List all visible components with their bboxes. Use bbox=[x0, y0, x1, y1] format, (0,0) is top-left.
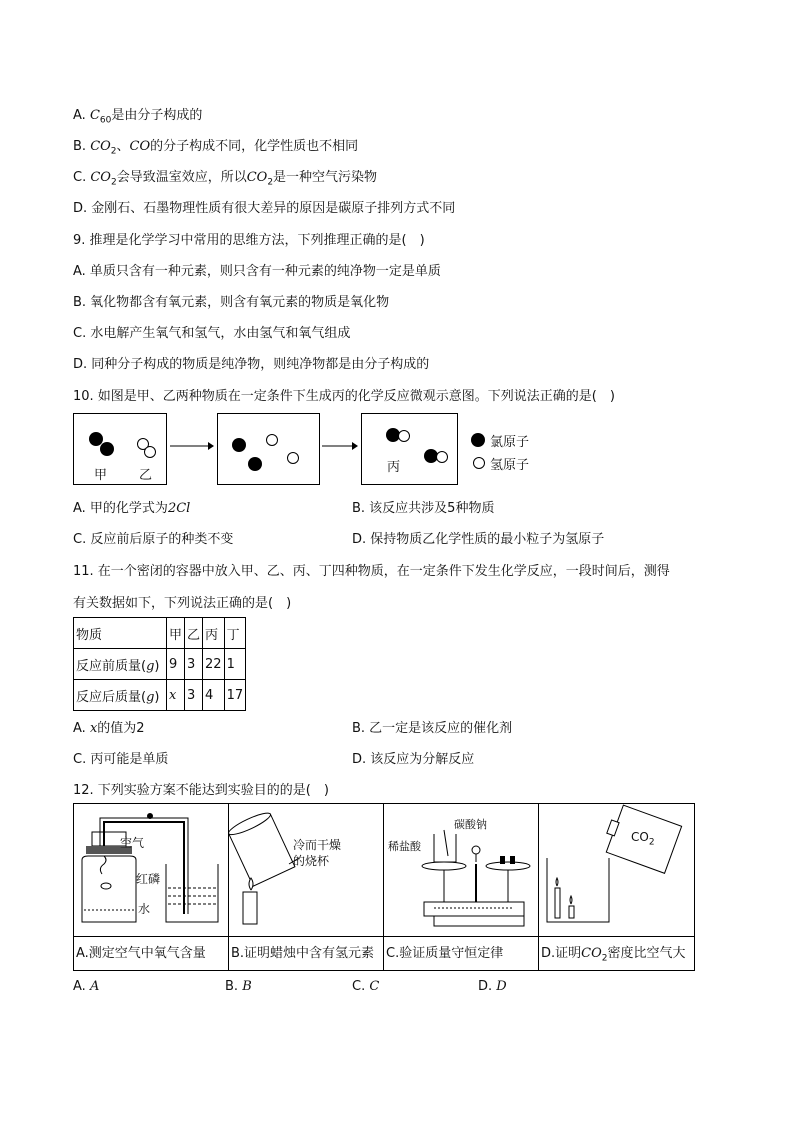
q9-option-a: A. 单质只含有一种元素，则只含有一种元素的纯净物一定是单质 bbox=[73, 264, 441, 279]
q8-option-b: B. $CO_2$、CO的分子构成不同，化学性质也不相同 bbox=[73, 139, 359, 157]
experiment-a-image bbox=[74, 804, 229, 936]
h-atom-icon bbox=[287, 452, 299, 464]
table-header-row bbox=[74, 618, 246, 649]
table-cell: 17 bbox=[224, 680, 246, 711]
q8-option-d: D. 金刚石、石墨物理性质有很大差异的原因是碳原子排列方式不同 bbox=[73, 201, 456, 216]
reaction-arrow-icon bbox=[322, 440, 358, 452]
q8-option-a: A. $C_{60}$是由分子构成的 bbox=[73, 108, 203, 126]
label-cold-dry: 冷而干燥 bbox=[293, 838, 342, 852]
q8-option-c: C. $CO_2$会导致温室效应，所以$CO_2$是一种空气污染物 bbox=[73, 170, 378, 188]
legend-h-icon bbox=[473, 457, 485, 469]
caption-d: D.证明$CO_2$密度比空气大 bbox=[539, 936, 694, 970]
caption-a: A.测定空气中氧气含量 bbox=[74, 936, 229, 970]
label-sodium-carbonate: 碳酸钠 bbox=[454, 818, 487, 831]
table-cell: 9 bbox=[167, 649, 185, 680]
label-dilute-hcl: 稀盐酸 bbox=[388, 840, 421, 853]
experiment-d-image bbox=[539, 804, 694, 936]
header-cell: 物质 bbox=[74, 618, 167, 649]
experiment-b-image bbox=[229, 804, 384, 936]
product-box bbox=[361, 413, 458, 485]
h-atom-icon bbox=[398, 430, 410, 442]
q10-option-c: C. 反应前后原子的种类不变 bbox=[73, 532, 234, 547]
table-cell: 1 bbox=[224, 649, 246, 680]
q11-data-table bbox=[73, 617, 246, 711]
q10-stem: 10. 如图是甲、乙两种物质在一定条件下生成丙的化学反应微观示意图。下列说法正确的是( ) bbox=[73, 389, 615, 404]
cl-atom-icon bbox=[232, 438, 246, 452]
q11-option-b: B. 乙一定是该反应的催化剂 bbox=[352, 721, 513, 736]
h-atom-icon bbox=[436, 451, 448, 463]
candle-beaker-icon bbox=[229, 804, 383, 936]
q9-option-d: D. 同种分子构成的物质是纯净物，则纯净物都是由分子构成的 bbox=[73, 357, 430, 372]
mixture-box bbox=[217, 413, 320, 485]
q12-experiment-table bbox=[73, 803, 695, 971]
h-atom-icon bbox=[266, 434, 278, 446]
header-cell: 丙 bbox=[203, 618, 225, 649]
legend-h-label: 氢原子 bbox=[490, 458, 530, 473]
table-row bbox=[74, 649, 246, 680]
experiment-c-image bbox=[384, 804, 539, 936]
q10-option-d: D. 保持物质乙化学性质的最小粒子为氢原子 bbox=[352, 532, 605, 547]
table-cell: 4 bbox=[203, 680, 225, 711]
table-cell: 3 bbox=[185, 649, 203, 680]
label-bing: 丙 bbox=[387, 460, 401, 475]
co2-pour-icon bbox=[539, 804, 693, 936]
table-cell: 3 bbox=[185, 680, 203, 711]
label-co2-bottle: $CO_2$ bbox=[631, 830, 655, 848]
cl-atom-icon bbox=[100, 442, 114, 456]
q9-stem: 9. 推理是化学学习中常用的思维方法，下列推理正确的是( ) bbox=[73, 233, 425, 248]
table-cell: x bbox=[167, 680, 185, 711]
q12-answer-d: D. D bbox=[478, 979, 507, 994]
q11-option-a: A. x的值为2 bbox=[73, 721, 145, 736]
label-beaker: 的烧杯 bbox=[293, 854, 330, 868]
label-jia: 甲 bbox=[94, 468, 108, 483]
q12-answer-b: B. B bbox=[225, 979, 252, 994]
q9-option-c: C. 水电解产生氧气和氢气，水由氢气和氧气组成 bbox=[73, 326, 351, 341]
label-red-phosphorus: 红磷 bbox=[136, 872, 161, 886]
q12-stem: 12. 下列实验方案不能达到实验目的的是( ) bbox=[73, 783, 329, 798]
caption-c: C.验证质量守恒定律 bbox=[384, 936, 539, 970]
header-cell: 乙 bbox=[185, 618, 203, 649]
table-cell: 22 bbox=[203, 649, 225, 680]
table-row bbox=[74, 680, 246, 711]
q11-stem-2: 有关数据如下，下列说法正确的是( ) bbox=[73, 596, 292, 611]
q11-option-c: C. 丙可能是单质 bbox=[73, 752, 169, 767]
label-water: 水 bbox=[138, 902, 151, 916]
h-atom-icon bbox=[144, 446, 156, 458]
header-cell: 丁 bbox=[224, 618, 246, 649]
cl-atom-icon bbox=[248, 457, 262, 471]
q10-option-a: A. 甲的化学式为2Cl bbox=[73, 501, 191, 516]
q9-option-b: B. 氧化物都含有氧元素，则含有氧元素的物质是氧化物 bbox=[73, 295, 390, 310]
q12-answer-c: C. C bbox=[352, 979, 380, 994]
q11-option-d: D. 该反应为分解反应 bbox=[352, 752, 475, 767]
label-yi: 乙 bbox=[139, 468, 153, 483]
reaction-arrow-icon bbox=[170, 440, 214, 452]
caption-b: B.证明蜡烛中含有氢元素 bbox=[229, 936, 384, 970]
legend-cl-icon bbox=[471, 433, 485, 447]
row-label: 反应前质量(g) bbox=[74, 649, 167, 680]
q11-stem-1: 11. 在一个密闭的容器中放入甲、乙、丙、丁四种物质，在一定条件下发生化学反应，一段时间后，测得 bbox=[73, 564, 670, 579]
header-cell: 甲 bbox=[167, 618, 185, 649]
legend-cl-label: 氯原子 bbox=[490, 435, 530, 450]
label-air: 空气 bbox=[120, 836, 145, 850]
reactant-box bbox=[73, 413, 167, 485]
q12-answer-a: A. A bbox=[73, 979, 100, 994]
row-label: 反应后质量(g) bbox=[74, 680, 167, 711]
q10-option-b: B. 该反应共涉及5种物质 bbox=[352, 501, 495, 516]
